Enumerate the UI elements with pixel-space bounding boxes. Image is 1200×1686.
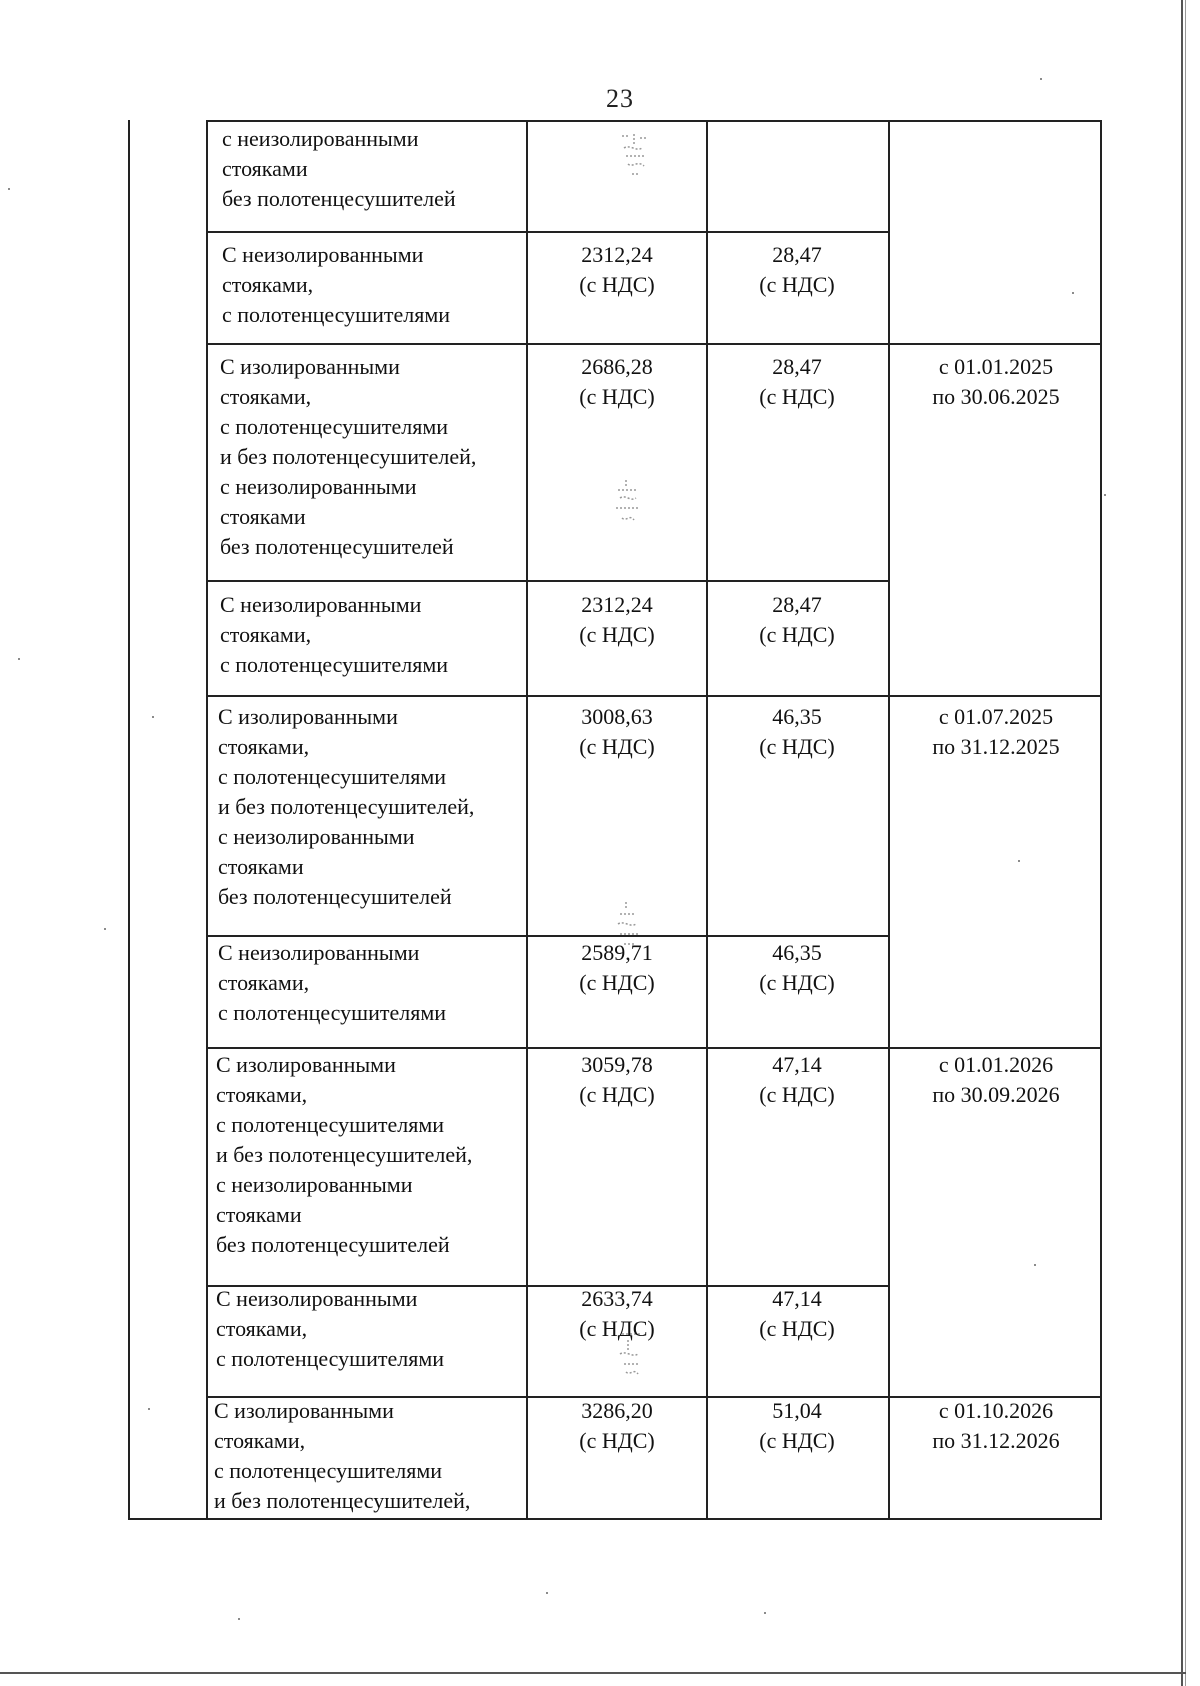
rate-cell: 51,04 (с НДС) [759, 1398, 835, 1453]
page-number: 23 [606, 84, 634, 113]
period-cell: с 01.07.2025 по 31.12.2025 [932, 704, 1060, 759]
period-cell: с 01.10.2026 по 31.12.2026 [932, 1398, 1060, 1453]
price-cell: 2686,28 (с НДС) [579, 354, 655, 409]
row-description: С неизолированными стояками, с полотенцесушителями [222, 242, 451, 327]
row-description: С изолированными стояками, с полотенцесушителями и без полотенцесушителей, [214, 1398, 471, 1513]
rate-cell: 46,35 (с НДС) [759, 940, 835, 995]
price-cell: 2312,24 (с НДС) [579, 242, 655, 297]
price-cell: 2589,71 (с НДС) [579, 940, 655, 995]
rate-cell: 28,47 (с НДС) [759, 592, 835, 647]
price-cell: 3008,63 (с НДС) [579, 704, 655, 759]
row-divider [206, 343, 1102, 345]
price-cell: 2633,74 (с НДС) [579, 1286, 655, 1341]
row-description: с неизолированными стояками без полотенцесушителей [222, 126, 456, 211]
rate-cell: 28,47 (с НДС) [759, 242, 835, 297]
scan-speck [1040, 78, 1042, 80]
scan-speck [104, 928, 106, 930]
price-cell: 3286,20 (с НДС) [579, 1398, 655, 1453]
rate-cell: 47,14 (с НДС) [759, 1052, 835, 1107]
table-border [128, 120, 130, 1520]
row-description: С изолированными стояками, с полотенцесушителями и без полотенцесушителей, с неизолированными стояками без полотенцесушителей [220, 354, 477, 559]
table-border [706, 120, 708, 1520]
row-description: С неизолированными стояками, с полотенцесушителями [220, 592, 449, 677]
row-description: С изолированными стояками, с полотенцесушителями и без полотенцесушителей, с неизолированными стояками без полотенцесушителей [218, 704, 475, 909]
rate-cell: 46,35 (с НДС) [759, 704, 835, 759]
table-border [206, 120, 1102, 122]
row-divider [206, 695, 1102, 697]
price-cell: 2312,24 (с НДС) [579, 592, 655, 647]
scan-speck [238, 1618, 240, 1620]
scan-speck [1018, 860, 1020, 862]
scan-speck [152, 716, 154, 718]
table-border [1100, 120, 1102, 1520]
table-border [888, 120, 890, 1520]
scan-speck [764, 1612, 766, 1614]
scan-edge [1185, 0, 1186, 1686]
rate-cell: 28,47 (с НДС) [759, 354, 835, 409]
table-border [206, 120, 208, 1520]
row-divider [206, 231, 890, 233]
row-divider [206, 935, 890, 937]
period-cell: с 01.01.2025 по 30.06.2025 [932, 354, 1060, 409]
scan-speck [1034, 1264, 1036, 1266]
scan-edge [1181, 0, 1183, 1686]
row-divider [206, 1047, 1102, 1049]
scan-speck [8, 188, 10, 190]
row-description: С неизолированными стояками, с полотенцесушителями [218, 940, 447, 1025]
row-divider [206, 580, 890, 582]
rate-cell: 47,14 (с НДС) [759, 1286, 835, 1341]
scan-speck [148, 1408, 150, 1410]
table-border [128, 1518, 1102, 1520]
scan-speck [18, 658, 20, 660]
row-description: С изолированными стояками, с полотенцесушителями и без полотенцесушителей, с неизолированными стояками без полотенцесушителей [216, 1052, 473, 1257]
scan-speck [1104, 494, 1106, 496]
period-cell: с 01.01.2026 по 30.09.2026 [932, 1052, 1060, 1107]
price-cell: 3059,78 (с НДС) [579, 1052, 655, 1107]
scan-speck [546, 1592, 548, 1594]
scan-edge [0, 1672, 1186, 1674]
row-description: С неизолированными стояками, с полотенцесушителями [216, 1286, 445, 1371]
scan-speck [1072, 292, 1074, 294]
